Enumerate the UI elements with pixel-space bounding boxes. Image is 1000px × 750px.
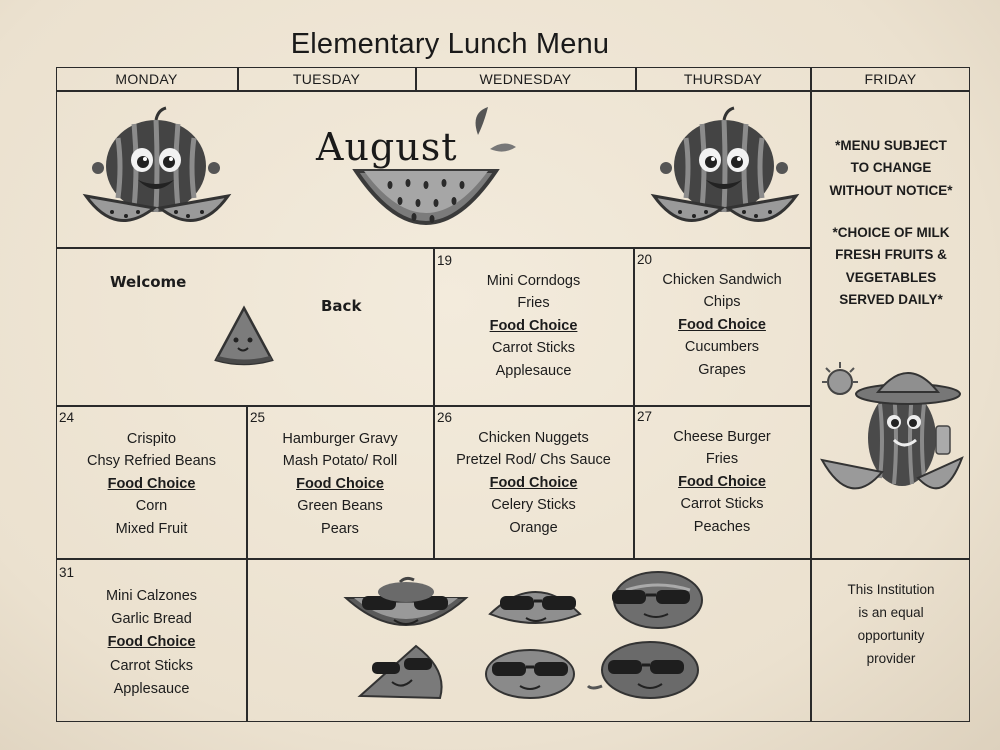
sunglasses-watermelon-icon	[340, 570, 720, 710]
menu-day-20	[634, 269, 810, 381]
date-27: 27	[637, 409, 653, 424]
menu-item: Garlic Bread	[111, 611, 192, 628]
date-20: 20	[637, 252, 653, 267]
date-25: 25	[250, 410, 266, 425]
grid-line	[56, 90, 970, 92]
menu-item: Chicken Sandwich	[662, 272, 782, 288]
date-24: 24	[59, 410, 75, 425]
food-choice: Food Choice	[296, 475, 384, 492]
menu-item: Mini Calzones	[105, 588, 198, 604]
page-title: Elementary Lunch Menu	[290, 28, 610, 60]
menu-item: Cheese Burger	[673, 429, 771, 445]
menu-item: Green Beans	[297, 498, 383, 515]
menu-item: Mixed Fruit	[115, 520, 188, 537]
day-header-friday: FRIDAY	[864, 71, 917, 87]
daily-choice-note: *CHOICE OF MILK FRESH FRUITS & VEGETABLES SERVED DAILY*	[832, 225, 950, 307]
menu-item: Chsy Refried Beans	[87, 453, 216, 470]
food-choice: Food Choice	[107, 475, 196, 492]
menu-day-25	[247, 428, 433, 540]
menu-day-27	[634, 426, 810, 538]
day-header-monday: MONDAY	[115, 71, 178, 87]
food-choice: Food Choice	[107, 634, 196, 651]
food-choice: Food Choice	[678, 473, 766, 490]
food-choice: Food Choice	[489, 474, 578, 491]
menu-item: Celery Sticks	[491, 497, 576, 514]
menu-item: Orange	[509, 519, 558, 536]
menu-item: Crispito	[126, 431, 177, 447]
menu-item: Carrot Sticks	[492, 340, 575, 357]
menu-day-26	[434, 427, 633, 539]
menu-change-note: *MENU SUBJECT TO CHANGE WITHOUT NOTICE*	[829, 138, 953, 198]
menu-item: Applesauce	[495, 362, 572, 379]
menu-day-24	[57, 428, 246, 540]
menu-item: Pears	[321, 520, 359, 537]
day-header-wednesday: WEDNESDAY	[479, 71, 572, 87]
welcome-text: Welcome	[110, 273, 187, 291]
menu-item: Cucumbers	[684, 339, 760, 356]
menu-item: Carrot Sticks	[110, 657, 193, 674]
menu-item: Hamburger Gravy	[282, 431, 398, 447]
menu-item: Fries	[705, 451, 739, 468]
menu-item: Mini Corndogs	[486, 273, 581, 289]
menu-item: Pretzel Rod/ Chs Sauce	[456, 452, 611, 469]
menu-item: Applesauce	[113, 680, 190, 697]
equal-opportunity-statement: This Institution is an equal opportunity provider	[847, 582, 935, 666]
watermelon-slice-icon	[350, 105, 530, 240]
menu-item: Mash Potato/ Roll	[282, 453, 398, 470]
food-choice: Food Choice	[678, 316, 766, 333]
date-26: 26	[437, 410, 453, 425]
watermelon-sunhat-icon	[820, 360, 965, 500]
watermelon-mascot-icon	[82, 108, 232, 232]
month-title: August	[316, 125, 458, 169]
date-31: 31	[59, 565, 75, 580]
date-19: 19	[437, 253, 453, 268]
menu-item: Peaches	[693, 518, 751, 535]
menu-item: Carrot Sticks	[680, 496, 764, 513]
back-text: Back	[321, 297, 362, 315]
day-header-thursday: THURSDAY	[683, 71, 763, 87]
food-choice: Food Choice	[489, 317, 578, 334]
menu-item: Corn	[135, 498, 168, 515]
day-header-tuesday: TUESDAY	[292, 71, 361, 87]
watermelon-slice-icon	[212, 306, 276, 368]
menu-day-19	[434, 270, 633, 382]
menu-item: Chips	[703, 294, 741, 311]
menu-day-31	[57, 585, 246, 701]
watermelon-mascot-icon	[650, 108, 800, 232]
grid-line	[56, 558, 970, 560]
menu-item: Fries	[517, 295, 550, 312]
menu-item: Grapes	[698, 361, 746, 378]
menu-item: Chicken Nuggets	[478, 430, 589, 446]
